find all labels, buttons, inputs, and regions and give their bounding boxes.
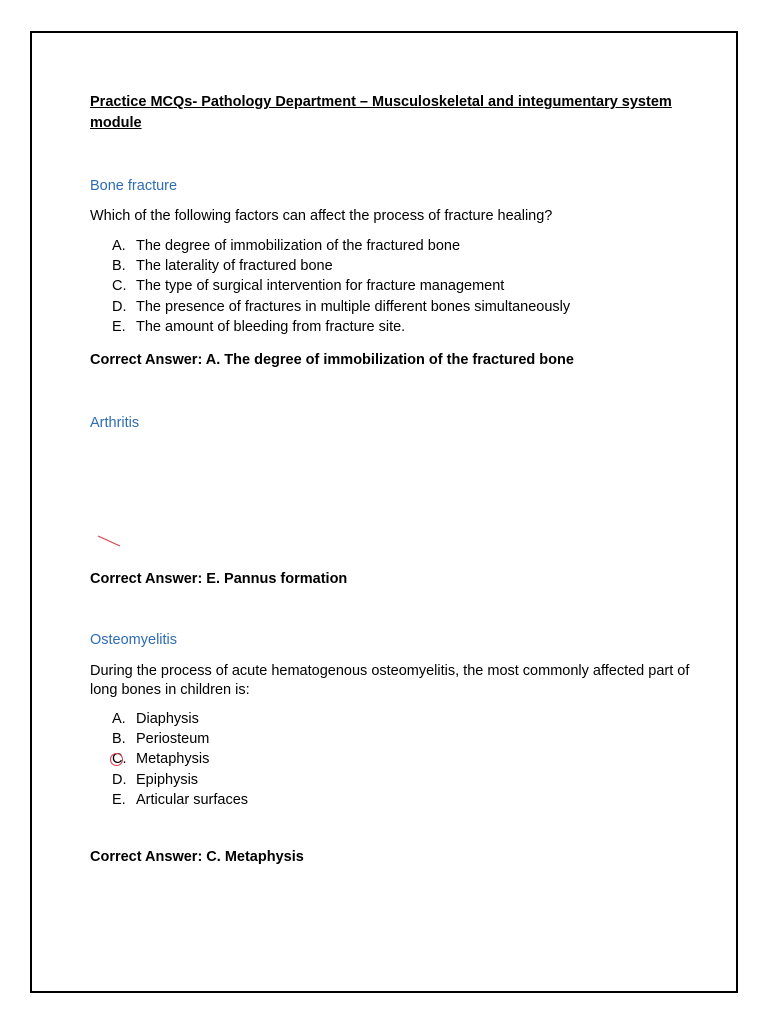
option-text: Diaphysis xyxy=(136,711,199,727)
option-letter: E. xyxy=(112,318,126,335)
option-text: The presence of fractures in multiple different bones simultaneously xyxy=(136,298,571,315)
section-heading-arthritis: Arthritis xyxy=(90,415,140,431)
option-d xyxy=(112,297,570,317)
option-text: Articular surfaces xyxy=(136,791,249,808)
question-osteomyelitis: During the process of acute hematogenous osteomyelitis, the most commonly affected part of long bones in children is: xyxy=(90,663,690,698)
option-letter: B. xyxy=(112,258,126,275)
correct-answer-osteomyelitis: Correct Answer: C. Metaphysis xyxy=(90,849,304,865)
correct-answer-arthritis: Correct Answer: E. Pannus formation xyxy=(90,571,348,587)
document-title: Practice MCQs- Pathology Department – Musculoskeletal and integumentary system module xyxy=(90,94,672,131)
option-text: The degree of immobilization of the fractured bone xyxy=(136,238,461,254)
section-heading-osteomyelitis: Osteomyelitis xyxy=(90,632,178,648)
option-b xyxy=(112,729,248,749)
option-a xyxy=(112,709,248,729)
pen-stroke-mark xyxy=(96,534,124,550)
option-text: Epiphysis xyxy=(136,771,199,788)
option-text: The type of surgical intervention for fracture management xyxy=(136,278,505,295)
option-letter: D. xyxy=(112,298,127,315)
selected-answer-circle-mark xyxy=(109,751,125,767)
option-letter: A. xyxy=(112,238,126,254)
option-letter: C. xyxy=(112,278,127,295)
option-text: Metaphysis xyxy=(136,751,210,768)
option-e xyxy=(112,790,248,810)
option-letter: C. xyxy=(112,751,127,768)
question-bone-fracture: Which of the following factors can affect the process of fracture healing? xyxy=(90,208,553,224)
pen-stroke-line xyxy=(98,536,120,546)
option-text: Periosteum xyxy=(136,731,210,748)
circle-stroke xyxy=(111,754,123,766)
option-d xyxy=(112,770,248,790)
option-letter: B. xyxy=(112,731,126,748)
option-c xyxy=(112,276,570,296)
option-a xyxy=(112,236,570,256)
option-c xyxy=(112,749,248,769)
option-b xyxy=(112,256,570,276)
options-osteomyelitis xyxy=(112,709,248,810)
option-text: The laterality of fractured bone xyxy=(136,258,333,275)
section-heading-bone-fracture: Bone fracture xyxy=(90,178,178,194)
correct-answer-bone-fracture: Correct Answer: A. The degree of immobilization of the fractured bone xyxy=(90,352,574,368)
option-e xyxy=(112,317,570,337)
option-text: The amount of bleeding from fracture site. xyxy=(136,318,406,335)
option-letter: A. xyxy=(112,711,126,727)
options-bone-fracture xyxy=(112,236,570,337)
option-letter: D. xyxy=(112,771,127,788)
option-letter: E. xyxy=(112,791,126,808)
